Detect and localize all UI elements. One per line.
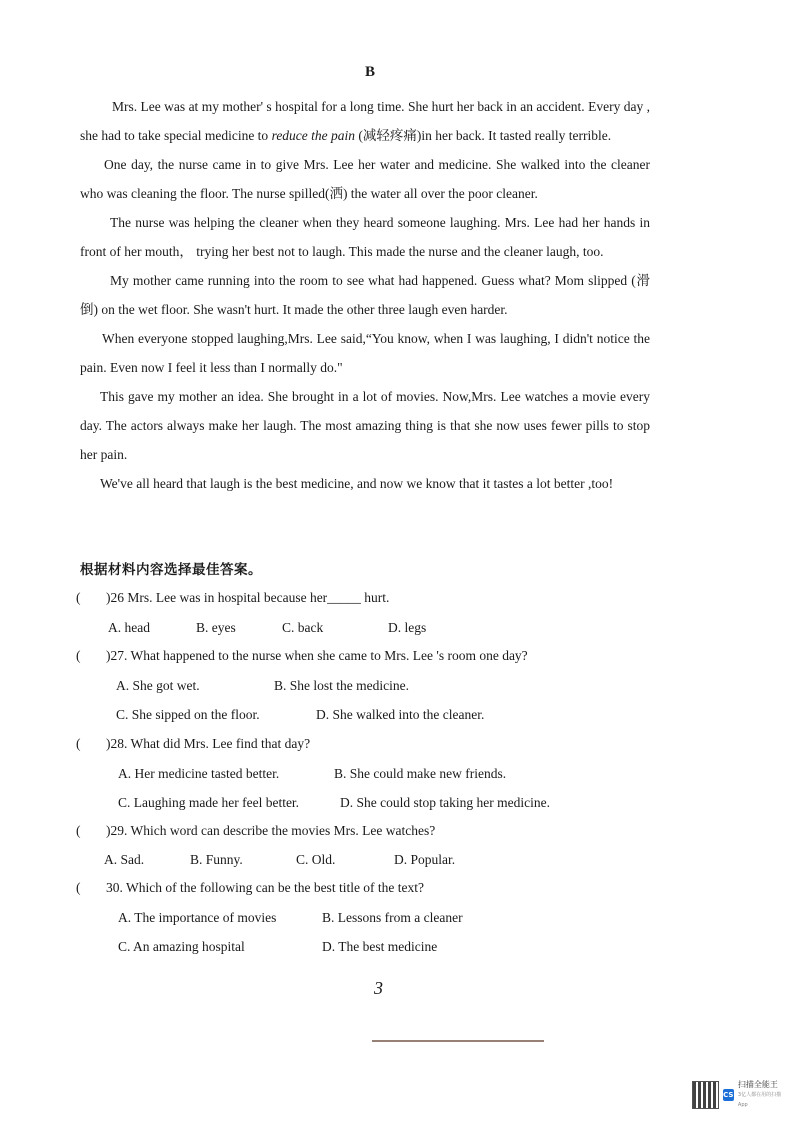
camscanner-logo-icon: CS	[723, 1091, 734, 1099]
question-29: ( )29. Which word can describe the movies Mrs. Lee watches?	[76, 823, 436, 838]
option-c: C. Old.	[296, 852, 336, 867]
option-a: A. Sad.	[104, 852, 145, 867]
question-28: ( )28. What did Mrs. Lee find that day?	[76, 736, 311, 751]
answer-blank[interactable]: (	[76, 648, 81, 663]
option-d: D. She could stop taking her medicine.	[340, 795, 550, 810]
answer-blank[interactable]: (	[76, 823, 81, 838]
question-30: ( 30. Which of the following can be the best title of the text?	[76, 880, 425, 895]
scanner-name: 扫描全能王	[737, 1080, 778, 1089]
instruction: 根据材料内容选择最佳答案。	[80, 562, 262, 578]
option-d: D. Popular.	[394, 852, 456, 867]
paragraph-7: We've all heard that laugh is the best medicine, and now we know that it tastes a lot better ,too!	[100, 476, 614, 491]
option-b: B. She lost the medicine.	[274, 678, 409, 693]
paragraph-6: This gave my mother an idea. She brought in a lot of movies. Now,Mrs. Lee watches a movie every day. The actors always make her laugh. The most amazing thing is that she now uses fewer pills to stop her pain.	[80, 389, 650, 462]
option-d: D. She walked into the cleaner.	[316, 707, 485, 722]
option-b: B. Lessons from a cleaner	[322, 910, 463, 925]
page-number: 3	[374, 978, 383, 998]
reading-passage	[80, 92, 650, 498]
option-b: B. eyes	[196, 620, 236, 635]
option-d: D. The best medicine	[322, 939, 438, 954]
paragraph-5: When everyone stopped laughing,Mrs. Lee said,“You know, when I was laughing, I didn't notice the pain. Even now I feel it less than I normally do."	[80, 331, 650, 375]
scanner-tagline: 3亿人都在用的扫描App	[737, 1092, 782, 1108]
option-d: D. legs	[388, 620, 427, 635]
option-b: B. Funny.	[190, 852, 243, 867]
option-c: C. Laughing made her feel better.	[118, 795, 300, 810]
option-a: A. Her medicine tasted better.	[118, 766, 280, 781]
option-b: B. She could make new friends.	[334, 766, 507, 781]
scanner-watermark	[692, 1080, 788, 1110]
question-27: ( )27. What happened to the nurse when she came to Mrs. Lee 's room one day?	[76, 648, 528, 663]
question-26: ( )26 Mrs. Lee was in hospital because her_____ hurt.	[76, 590, 390, 605]
paragraph-4: My mother came running into the room to see what had happened. Guess what? Mom slipped (滑倒) on the wet floor. She wasn't hurt. It made the other three laugh even harder.	[80, 273, 650, 317]
answer-blank[interactable]: (	[76, 880, 81, 895]
bottom-rule	[372, 1040, 544, 1042]
option-c: C. She sipped on the floor.	[116, 707, 260, 722]
italic-phrase: reduce the pain	[271, 128, 356, 143]
option-a: A. The importance of movies	[118, 910, 277, 925]
paragraph-3: The nurse was helping the cleaner when they heard someone laughing. Mrs. Lee had her hands in front of her mouth， trying her best not to laugh. This made the nurse and the cleaner laugh, too.	[80, 215, 650, 259]
option-c: C. An amazing hospital	[118, 939, 245, 954]
paragraph-1: Mrs. Lee was at my mother' s hospital for a long time. She hurt her back in an accident. Every day , she had to take special medicine to reduce the pain (减轻疼痛)in her back. It tasted really terrible.	[80, 99, 650, 143]
answer-blank[interactable]: (	[76, 736, 81, 751]
qr-code-icon	[692, 1081, 719, 1109]
option-a: A. head	[108, 620, 150, 635]
section-heading: B	[364, 64, 375, 80]
option-a: A. She got wet.	[116, 678, 200, 693]
answer-blank[interactable]: (	[76, 590, 81, 605]
option-c: C. back	[282, 620, 324, 635]
paragraph-2: One day, the nurse came in to give Mrs. Lee her water and medicine. She walked into the cleaner who was cleaning the floor. The nurse spilled(洒) the water all over the poor cleaner.	[80, 157, 650, 201]
